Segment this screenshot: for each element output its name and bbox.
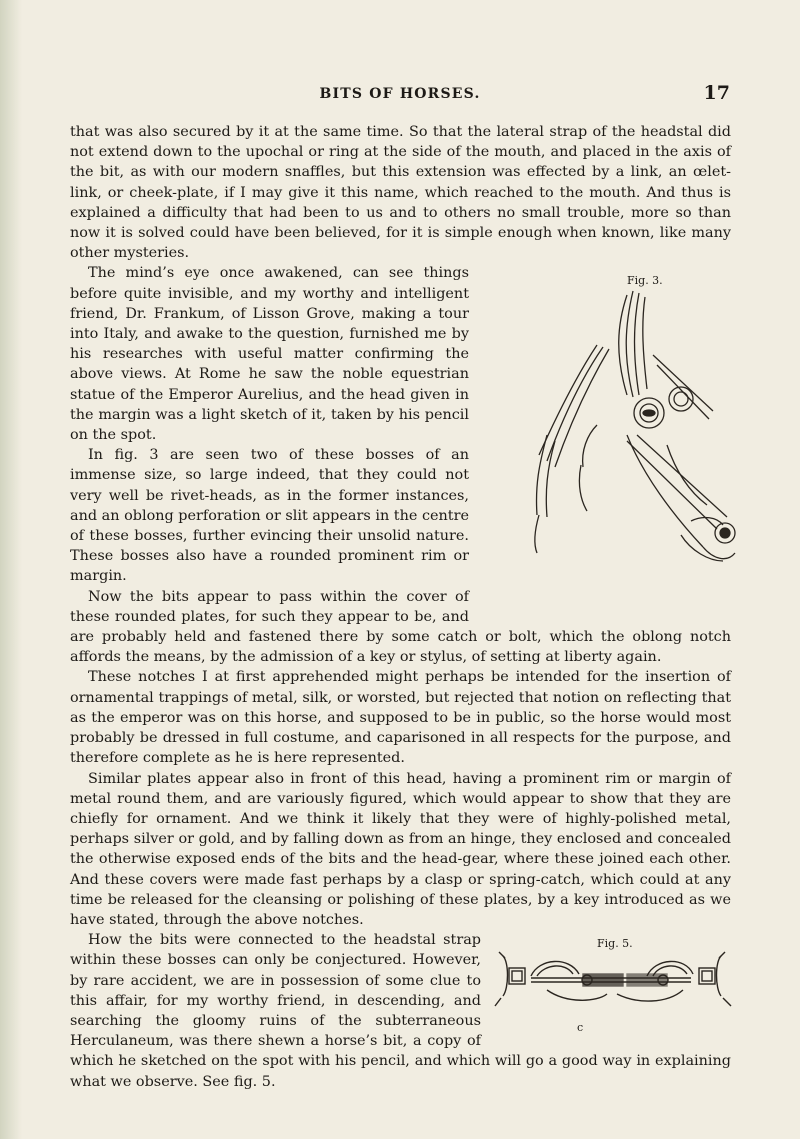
figure-5 (487, 936, 737, 1035)
herculaneum-bit-illustration (487, 948, 737, 1018)
running-title: BITS OF HORSES. (319, 86, 481, 102)
page-header (70, 82, 730, 108)
paragraph: Now the bits appear to pass within the cover of these rounded plates, for such they appear to be, and are probably held and fastened there by some catch or bolt, which the oblong notch affords the means, by the admission of a key or stylus, of setting at liberty again. (70, 588, 731, 666)
page-edge-stain (0, 0, 22, 1139)
paragraph: How the bits were connected to the headstal strap within these bosses can only be conjectured. However, by rare accident, we are in possession of some clue to this affair, for my worthy friend, in descending, and searching the gloomy ruins of the subterraneous Herculaneum, was there shewn a horse’s bit, a copy of which he sketched on the spot with his pencil, and which will go a good way in explaining what we observe. See fig. 5. (70, 932, 731, 1090)
signature-mark: c (577, 1021, 584, 1035)
page-number: 17 (703, 82, 730, 104)
figure-5-label: Fig. 5. (597, 937, 633, 951)
horse-head-sketch-illustration (477, 285, 739, 585)
paragraph: that was also secured by it at the same time. So that the lateral strap of the headstal did not extend down to the upochal or ring at the side of the mouth, and placed in the axis of the bit, as with our modern snaffles, but this extension was effected by a link, an œlet-link, or cheek-plate, if I may give it this name, which reached to the mouth. And thus is explained a difficulty that had been to us and to others no small trouble, more so than now it is solved could have been believed, for it is simple enough when known, like many other mysteries. (70, 124, 731, 262)
paragraph: These notches I at first apprehended might perhaps be intended for the insertion of ornamental trappings of metal, silk, or worsted, but rejected that notion on reflecting that as the emperor was on this horse, and supposed to be in public, so the horse would most probably be dressed in full costume, and caparisoned in all respects for the purpose, and therefore complete as he is here represented. (70, 669, 731, 767)
paragraph: Similar plates appear also in front of this head, having a prominent rim or margin of metal round them, and are variously figured, which would appear to show that they are chiefly for ornament. And we think it likely that they were of highly-polished metal, perhaps silver or gold, and by falling down as from an hinge, they enclosed and concealed the otherwise exposed ends of the bits and the head-gear, where these joined each other. And these covers were made fast perhaps by a clasp or spring-catch, which could at any time be released for the cleansing or polishing of these plates, by a key introduced as we have stated, through the above notches. (70, 770, 731, 928)
figure-3 (477, 267, 739, 607)
paragraph: In fig. 3 are seen two of these bosses of an immense size, so large indeed, that they could not very well be rivet-heads, as in the former instances, and an oblong perforation or slit appears in the centre of these bosses, further evincing their unsolid nature. These bosses also have a rounded prominent rim or margin. (70, 447, 469, 585)
body-text (70, 122, 731, 1092)
paragraph: The mind’s eye once awakened, can see things before quite invisible, and my worthy and intelligent friend, Dr. Frankum, of Lisson Grove, making a tour into Italy, and awake to the question, furnished me by his researches with useful matter confirming the above views. At Rome he saw the noble equestrian statue of the Emperor Aurelius, and the head given in the margin was a light sketch of it, taken by his pencil on the spot. (70, 265, 469, 444)
figure-3-label: Fig. 3. (627, 274, 663, 288)
